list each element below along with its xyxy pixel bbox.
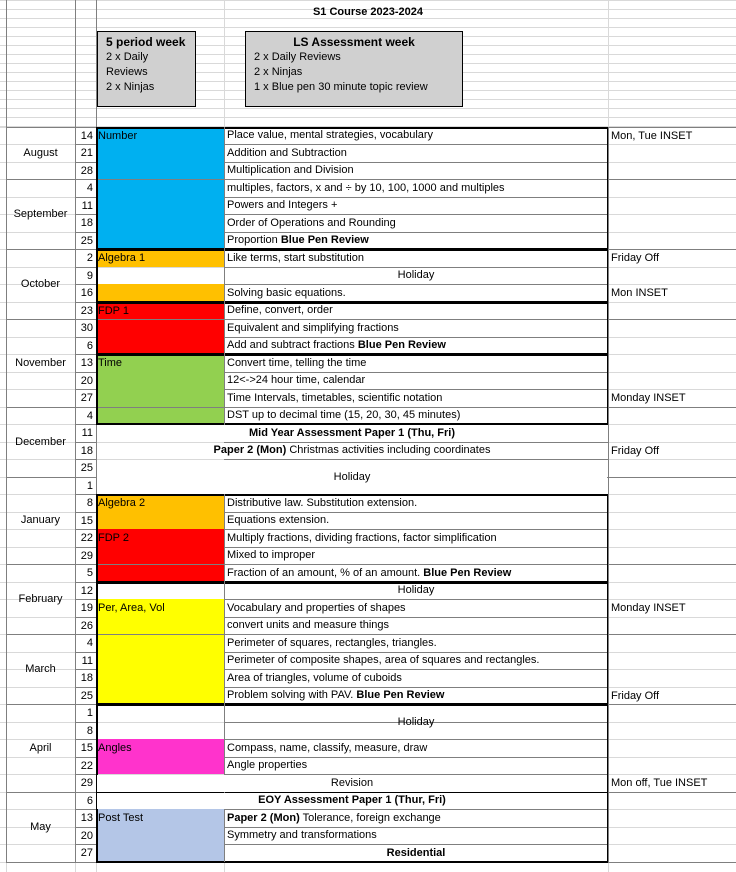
topic-label: Algebra 2 xyxy=(98,497,146,509)
week-number: 4 xyxy=(86,637,93,649)
lesson-text xyxy=(227,758,307,772)
lesson-text xyxy=(227,198,337,212)
week-number: 11 xyxy=(81,427,93,439)
lesson-text xyxy=(227,408,460,422)
topic-label: Time xyxy=(98,357,123,369)
info-box-heading: LS Assessment week xyxy=(293,35,415,49)
lesson-text-part: Christmas activities including coordinates xyxy=(286,444,491,457)
lesson-text-part: Holiday xyxy=(333,470,371,483)
lesson-text-part: Multiplication and Division xyxy=(227,164,354,177)
week-number: 6 xyxy=(86,339,93,352)
week-number: 25 xyxy=(80,462,93,474)
note-text: Monday INSET xyxy=(611,392,686,404)
lesson-text-part: Problem solving with PAV. xyxy=(227,689,357,702)
week-number: 4 xyxy=(86,182,93,194)
week-number: 22 xyxy=(80,759,93,772)
border-line xyxy=(75,179,96,180)
lesson-text-part: Compass, name, classify, measure, draw xyxy=(227,741,428,754)
lesson-text-part: Like terms, start substitution xyxy=(227,251,364,264)
topic-label: Number xyxy=(98,129,138,142)
month-label: February xyxy=(18,593,63,605)
lesson-text xyxy=(96,776,608,790)
lesson-text-part: multiples, factors, x and ÷ by 10, 100, 1000 and multiples xyxy=(227,181,505,194)
lesson-text xyxy=(227,216,396,230)
month-label: October xyxy=(20,278,61,290)
week-number: 23 xyxy=(80,304,93,317)
info-box-line: Reviews xyxy=(106,66,148,78)
lesson-bold-part: Blue Pen Review xyxy=(356,689,445,702)
border-line xyxy=(75,459,96,460)
week-number: 25 xyxy=(80,689,93,702)
border-line xyxy=(6,0,7,127)
gridline xyxy=(0,27,736,28)
lesson-text xyxy=(227,356,366,370)
lesson-bold-part: Blue Pen Review xyxy=(423,566,512,579)
border-line xyxy=(75,284,96,285)
lesson-text-part: Revision xyxy=(330,776,374,789)
lesson-text-part: Tolerance, foreign exchange xyxy=(299,811,441,824)
week-number: 9 xyxy=(86,269,93,282)
lesson-text-part: Symmetry and transformations xyxy=(227,829,377,842)
border-line xyxy=(75,389,96,390)
lesson-text xyxy=(227,303,333,317)
lesson-text xyxy=(224,583,608,597)
lesson-bold-part: Residential xyxy=(386,846,446,859)
lesson-text-part: Order of Operations and Rounding xyxy=(227,216,396,229)
week-number: 1 xyxy=(86,707,93,719)
border-line xyxy=(75,844,96,845)
border-line xyxy=(75,809,96,810)
week-number: 18 xyxy=(80,217,93,229)
week-number: 11 xyxy=(81,654,93,667)
week-number: 13 xyxy=(80,357,93,369)
month-label: March xyxy=(25,663,56,675)
lesson-text-part: Perimeter of composite shapes, area of squares and rectangles. xyxy=(227,654,540,667)
border-line xyxy=(96,302,608,304)
month-label: May xyxy=(30,820,51,833)
border-line xyxy=(75,249,96,250)
lesson-text xyxy=(227,811,441,825)
border-line xyxy=(96,861,608,863)
border-line xyxy=(75,564,96,565)
border-line xyxy=(75,862,96,863)
week-number: 18 xyxy=(80,444,93,457)
lesson-text-part: 12<->24 hour time, calendar xyxy=(227,374,366,387)
lesson-text xyxy=(227,128,433,142)
lesson-text-part: Addition and Subtraction xyxy=(227,146,347,159)
note-text: Mon INSET xyxy=(611,287,668,299)
border-line xyxy=(75,354,96,355)
week-number: 27 xyxy=(80,847,93,859)
topic-label: Per, Area, Vol xyxy=(98,602,165,614)
lesson-text xyxy=(96,426,608,440)
topic-fill xyxy=(96,127,224,250)
week-number: 29 xyxy=(80,777,93,789)
lesson-text xyxy=(96,443,608,457)
week-number: 26 xyxy=(80,619,93,632)
lesson-text-part: Time Intervals, timetables, scientific notation xyxy=(227,391,443,404)
lesson-text-part: Equivalent and simplifying fractions xyxy=(227,321,399,334)
border-line xyxy=(75,144,96,145)
week-number: 22 xyxy=(80,532,93,544)
gridline xyxy=(0,0,736,1)
lesson-text xyxy=(224,715,608,729)
lesson-text xyxy=(227,828,377,842)
lesson-text xyxy=(227,181,505,195)
info-box-line: 2 x Daily xyxy=(106,51,149,63)
topic-fill xyxy=(96,284,224,302)
lesson-text xyxy=(227,653,539,667)
lesson-bold-part: EOY Assessment Paper 1 (Thur, Fri) xyxy=(258,794,446,807)
lesson-bold-prefix: Paper 2 (Mon) xyxy=(227,811,300,824)
border-line xyxy=(75,494,96,495)
lesson-bold-part: Mid Year Assessment Paper 1 (Thu, Fri) xyxy=(248,426,455,439)
topic-label: Algebra 1 xyxy=(98,252,146,264)
week-number: 8 xyxy=(86,497,93,509)
border-line xyxy=(75,669,96,670)
border-line xyxy=(75,774,96,775)
lesson-text xyxy=(227,286,346,300)
sheet-title: S1 Course 2023-2024 xyxy=(312,6,424,18)
week-number: 8 xyxy=(86,724,93,737)
border-line xyxy=(608,127,609,862)
lesson-text-part: convert units and measure things xyxy=(227,619,390,632)
week-number: 25 xyxy=(80,234,93,247)
note-text: Monday INSET xyxy=(611,602,686,614)
month-label: January xyxy=(20,514,61,527)
lesson-text-part: Define, convert, order xyxy=(227,304,333,317)
lesson-text-part: Solving basic equations. xyxy=(227,286,346,299)
border-line xyxy=(75,634,96,635)
week-number: 14 xyxy=(80,129,93,142)
week-number: 21 xyxy=(80,147,93,159)
border-line xyxy=(75,319,96,320)
lesson-text xyxy=(227,671,402,685)
week-number: 20 xyxy=(80,374,93,387)
lesson-text-part: Place value, mental strategies, vocabulary xyxy=(227,129,434,142)
note-text: Mon, Tue INSET xyxy=(611,129,693,142)
border-line xyxy=(224,127,225,862)
lesson-text-part: Convert time, telling the time xyxy=(227,356,367,369)
topic-label: FDP 2 xyxy=(98,532,129,544)
lesson-text xyxy=(227,321,399,335)
month-label: December xyxy=(15,435,66,448)
week-number: 27 xyxy=(80,392,93,404)
border-line xyxy=(75,424,96,425)
week-number: 16 xyxy=(80,287,93,299)
lesson-text xyxy=(224,846,608,860)
note-text: Friday Off xyxy=(611,444,660,457)
note-text: Mon off, Tue INSET xyxy=(611,777,708,789)
info-box-line: 2 x Ninjas xyxy=(254,66,303,78)
note-text: Friday Off xyxy=(611,252,660,264)
lesson-text xyxy=(227,741,427,755)
border-line xyxy=(96,127,98,250)
lesson-text xyxy=(227,251,364,265)
topic-label: Post Test xyxy=(98,812,144,824)
lesson-text xyxy=(227,373,365,387)
month-label: August xyxy=(23,146,58,159)
border-line xyxy=(75,704,96,705)
lesson-text-part: Holiday xyxy=(397,269,435,282)
border-line xyxy=(75,0,76,127)
gridline xyxy=(0,117,736,118)
week-number: 18 xyxy=(80,672,93,684)
border-line xyxy=(75,214,96,215)
week-number: 19 xyxy=(80,602,93,614)
info-box-5-period-week xyxy=(97,31,196,107)
week-number: 11 xyxy=(81,199,93,212)
lesson-text-part: Area of triangles, volume of cuboids xyxy=(227,671,402,684)
week-number: 29 xyxy=(80,549,93,562)
lesson-bold-part: Blue Pen Review xyxy=(357,339,446,352)
lesson-text-part: Distributive law. Substitution extension. xyxy=(227,496,418,509)
week-number: 4 xyxy=(86,409,93,422)
lesson-text-part: Holiday xyxy=(397,584,435,597)
month-label: April xyxy=(29,741,52,754)
week-number: 12 xyxy=(80,584,93,597)
info-box-line: 2 x Ninjas xyxy=(106,81,155,93)
week-number: 1 xyxy=(86,479,93,492)
lesson-text xyxy=(227,548,315,562)
lesson-text-part: DST up to decimal time (15, 20, 30, 45 minutes) xyxy=(227,409,461,422)
week-number: 5 xyxy=(86,567,93,579)
month-label: September xyxy=(13,208,68,220)
topic-label: FDP 1 xyxy=(98,304,129,317)
lesson-text xyxy=(227,601,406,615)
lesson-text xyxy=(227,688,444,702)
lesson-text xyxy=(227,618,389,632)
lesson-text xyxy=(227,566,511,580)
lesson-text xyxy=(227,163,354,177)
lesson-text xyxy=(96,470,608,484)
lesson-text-part: Fraction of an amount, % of an amount. xyxy=(227,566,424,579)
week-number: 15 xyxy=(80,514,93,527)
lesson-text-part: Holiday xyxy=(397,715,435,728)
lesson-text-part: Equations extension. xyxy=(227,514,330,527)
week-number: 28 xyxy=(80,164,93,177)
lesson-text xyxy=(227,391,442,405)
border-line xyxy=(75,739,96,740)
info-box-heading: 5 period week xyxy=(106,35,186,49)
lesson-text-part: Powers and Integers + xyxy=(227,199,338,212)
lesson-bold-part: Blue Pen Review xyxy=(280,234,369,247)
lesson-text xyxy=(96,793,608,807)
info-box-line: 2 x Daily Reviews xyxy=(254,51,341,63)
lesson-text xyxy=(227,338,446,352)
lesson-text-part: Mixed to improper xyxy=(227,549,316,562)
lesson-text-part: Perimeter of squares, rectangles, triangles. xyxy=(227,636,437,649)
border-line xyxy=(96,704,608,706)
week-number: 30 xyxy=(80,322,93,334)
lesson-text xyxy=(227,233,369,247)
info-box-ls-assessment-week xyxy=(245,31,463,107)
lesson-bold-prefix: Paper 2 (Mon) xyxy=(213,444,287,457)
lesson-text xyxy=(224,268,608,282)
lesson-text-part: Add and subtract fractions xyxy=(227,339,358,352)
month-label: November xyxy=(15,356,66,369)
border-line xyxy=(75,529,96,530)
lesson-text-part: Angle properties xyxy=(227,759,308,772)
topic-label: Angles xyxy=(98,742,132,754)
week-number: 13 xyxy=(80,812,93,824)
border-line xyxy=(75,599,96,600)
gridline xyxy=(0,108,736,109)
week-number: 20 xyxy=(80,829,93,842)
lesson-text xyxy=(227,636,437,650)
week-number: 2 xyxy=(86,252,93,264)
lesson-text xyxy=(227,496,417,510)
note-text: Friday Off xyxy=(611,689,660,702)
lesson-text xyxy=(227,513,329,527)
week-number: 15 xyxy=(80,742,93,754)
lesson-text xyxy=(227,146,347,160)
lesson-text-part: Proportion xyxy=(227,234,281,247)
info-box-line: 1 x Blue pen 30 minute topic review xyxy=(254,81,428,93)
lesson-text xyxy=(227,531,497,545)
week-number: 6 xyxy=(86,794,93,807)
lesson-text-part: Multiply fractions, dividing fractions, factor simplification xyxy=(227,531,497,544)
lesson-text-part: Vocabulary and properties of shapes xyxy=(227,601,406,614)
